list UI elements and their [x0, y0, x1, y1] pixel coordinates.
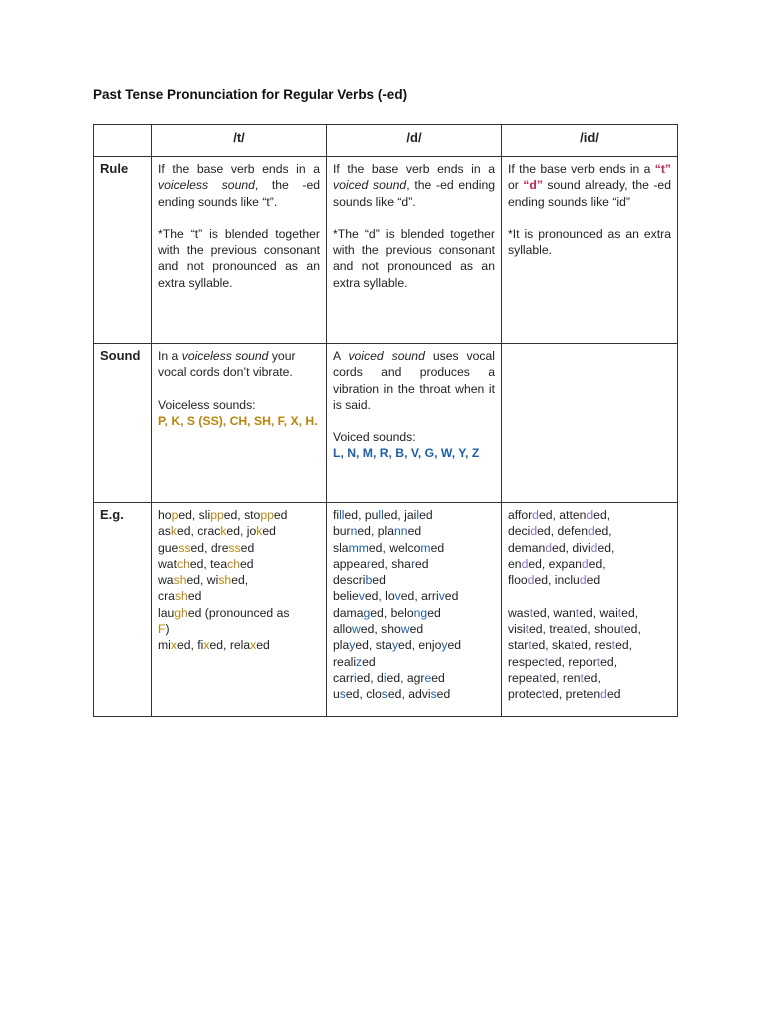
word-text: ed, — [588, 556, 606, 571]
word-text: ed — [407, 524, 422, 539]
highlight-d: mm — [348, 540, 369, 555]
word-text: ed, wai — [579, 605, 618, 620]
sound-d-cell — [327, 344, 502, 503]
highlight-t: ch — [176, 556, 190, 571]
example-line — [333, 507, 495, 523]
highlight-id: t — [620, 622, 624, 637]
rule-id-quote-d: “d” — [523, 178, 543, 193]
sound-d-text-a: A — [333, 349, 349, 363]
eg-row — [94, 503, 678, 717]
example-line — [508, 588, 671, 604]
word-text: star — [508, 638, 529, 653]
word-text: wa — [158, 573, 174, 588]
word-text: descri — [333, 573, 366, 588]
highlight-d: l — [416, 508, 420, 522]
highlight-id: t — [539, 670, 543, 685]
eg-d-list — [333, 507, 495, 703]
word-text: ed, enjo — [398, 638, 442, 653]
highlight-id: d — [530, 524, 538, 539]
word-text: ed, inclu — [534, 573, 580, 588]
word-text: deci — [508, 524, 531, 539]
word-text: ed, wi — [186, 573, 219, 588]
highlight-d: ll — [378, 508, 384, 522]
highlight-d: y — [391, 638, 399, 653]
rule-id-text-a: If the base verb ends in a — [508, 162, 655, 176]
word-text: ed, — [600, 654, 618, 669]
word-text: ed — [256, 638, 270, 653]
sound-t-text-a: In a — [158, 349, 182, 363]
highlight-id: d — [590, 540, 598, 555]
example-line — [333, 637, 495, 653]
rule-d-text-italic: voiced sound — [333, 178, 407, 193]
highlight-t: k — [170, 524, 177, 539]
example-line — [333, 556, 495, 572]
word-text: ed, clo — [345, 687, 382, 702]
word-text: was — [508, 605, 530, 620]
sound-t-text — [158, 348, 320, 381]
eg-t-list — [158, 507, 320, 654]
word-text: visi — [508, 622, 526, 637]
example-line — [508, 654, 671, 670]
highlight-t: ss — [178, 540, 191, 555]
word-text: ed, — [615, 638, 633, 653]
highlight-id: d — [545, 540, 553, 555]
word-text: fi — [333, 508, 340, 522]
word-text: allo — [333, 622, 352, 637]
highlight-d: i — [383, 670, 387, 685]
word-text: ed, tea — [189, 556, 228, 571]
word-text: ed — [362, 654, 376, 669]
word-text: ed — [262, 524, 276, 539]
word-text: ed — [415, 556, 429, 571]
word-text: ed, dre — [190, 540, 229, 555]
highlight-d: v — [358, 589, 365, 604]
highlight-d: y — [349, 638, 356, 653]
rule-label: Rule — [94, 157, 152, 344]
word-text: ed, — [231, 573, 249, 588]
highlight-id: d — [532, 508, 539, 522]
highlight-t: pp — [210, 508, 224, 522]
highlight-d: b — [365, 573, 373, 588]
highlight-t: x — [170, 638, 177, 653]
word-text: ed, jo — [226, 524, 257, 539]
highlight-d: n — [350, 524, 358, 539]
word-text: ed — [187, 589, 202, 604]
word-text: cra — [158, 589, 175, 604]
highlight-id: t — [580, 670, 584, 685]
highlight-d: w — [351, 622, 361, 637]
word-text: ed — [447, 638, 462, 653]
highlight-t: x — [203, 638, 210, 653]
highlight-d: ll — [339, 508, 345, 522]
highlight-d: z — [356, 654, 363, 669]
highlight-t: pp — [260, 508, 274, 522]
header-id: /id/ — [502, 125, 678, 157]
eg-id-list — [508, 507, 671, 703]
word-text: belie — [333, 589, 359, 604]
word-text: appea — [333, 556, 367, 571]
word-text: as — [158, 524, 171, 539]
highlight-t: k — [220, 524, 227, 539]
word-text: bur — [333, 524, 351, 539]
highlight-id: d — [586, 508, 594, 522]
highlight-d: y — [441, 638, 448, 653]
highlight-d: g — [363, 605, 371, 620]
highlight-t: sh — [174, 589, 188, 604]
highlight-d: m — [420, 540, 431, 555]
highlight-d: r — [366, 556, 371, 571]
rule-t-text — [158, 161, 320, 210]
highlight-t: sh — [218, 573, 232, 588]
sound-d-text-italic: voiced sound — [348, 349, 425, 363]
highlight-d: s — [381, 687, 388, 702]
highlight-id: d — [600, 687, 607, 702]
rule-t-cell — [152, 157, 327, 344]
rule-d-text-a: If the base verb ends in a — [333, 162, 495, 176]
word-text: ed, fi — [176, 638, 204, 653]
word-text: pla — [333, 638, 350, 653]
word-text: ed, defen — [537, 524, 588, 539]
word-text: ) — [165, 622, 170, 637]
highlight-id: t — [571, 638, 575, 653]
example-line — [508, 523, 671, 539]
word-text: ed, ren — [542, 670, 581, 685]
example-line — [508, 605, 671, 621]
example-line — [508, 621, 671, 637]
word-text: protec — [508, 687, 542, 702]
sound-id-cell — [502, 344, 678, 503]
highlight-id: t — [570, 622, 574, 637]
rule-row — [94, 157, 678, 344]
highlight-t: ss — [228, 540, 241, 555]
word-text: ed (pronounced as — [187, 605, 290, 620]
word-text: ed, sto — [223, 508, 261, 522]
eg-label: E.g. — [94, 503, 152, 717]
header-d: /d/ — [327, 125, 502, 157]
rule-d-text — [333, 161, 495, 210]
header-row — [94, 125, 678, 157]
highlight-d: s — [339, 687, 346, 702]
word-text: respec — [508, 654, 545, 669]
word-text: ed, shou — [573, 622, 621, 637]
header-corner-cell — [94, 125, 152, 157]
highlight-d: s — [430, 687, 437, 702]
example-line — [158, 556, 320, 572]
rule-t-text-b: , the -ed ending sounds like “t”. — [158, 178, 320, 209]
word-text: ed — [436, 687, 451, 702]
rule-id-cell — [502, 157, 678, 344]
word-text: ed, — [623, 622, 641, 637]
page-title: Past Tense Pronunciation for Regular Verbs (-ed) — [93, 87, 408, 102]
example-line — [508, 507, 671, 523]
example-line — [333, 523, 495, 539]
example-line — [158, 507, 320, 523]
word-text: ed — [240, 540, 255, 555]
word-text: ed, — [597, 540, 615, 555]
word-text: ed, rela — [209, 638, 251, 653]
word-text: affor — [508, 508, 533, 522]
highlight-id: d — [527, 573, 535, 588]
word-text: floo — [508, 573, 528, 588]
word-text: ed, — [593, 508, 611, 522]
word-text: carr — [333, 670, 354, 685]
example-line — [333, 670, 495, 686]
example-line — [333, 540, 495, 556]
highlight-d: i — [354, 670, 357, 685]
highlight-id: d — [579, 573, 587, 588]
highlight-id: t — [617, 605, 622, 620]
highlight-id: t — [525, 622, 529, 637]
word-text: ed — [409, 622, 424, 637]
highlight-id: d — [521, 556, 529, 571]
highlight-id: t — [611, 638, 616, 653]
word-text: ed, repor — [547, 654, 597, 669]
word-text: ed — [419, 508, 433, 522]
highlight-id: t — [528, 638, 532, 653]
word-text: ed, pla — [357, 524, 394, 539]
highlight-id: t — [575, 605, 580, 620]
rule-id-text-b: sound already, the -ed ending sounds like “id” — [508, 178, 671, 209]
highlight-id: t — [596, 654, 601, 669]
word-text: ho — [158, 508, 172, 522]
rule-d-text-b: , the -ed ending sounds like “d”. — [333, 178, 496, 209]
highlight-id: t — [541, 687, 546, 702]
word-text: ed, jai — [383, 508, 417, 522]
word-text: ed, preten — [545, 687, 601, 702]
word-text: ed, — [594, 524, 612, 539]
rule-id-or: or — [508, 178, 524, 193]
word-text: lau — [158, 605, 175, 620]
word-text: ed, — [583, 670, 601, 685]
sound-t-list: P, K, S (SS), CH, SH, F, X, H. — [158, 413, 318, 428]
word-text: ed, expan — [528, 556, 582, 571]
word-text: ed — [430, 540, 445, 555]
header-t: /t/ — [152, 125, 327, 157]
highlight-id: d — [581, 556, 589, 571]
pronunciation-table — [93, 124, 678, 717]
word-text: ed, arri — [400, 589, 439, 604]
sound-t-list-label: Voiceless sounds: — [158, 397, 256, 412]
example-line — [508, 686, 671, 702]
highlight-d: v — [438, 589, 445, 604]
highlight-id: t — [529, 605, 534, 620]
word-text: ed, trea — [529, 622, 571, 637]
word-text: ed, welco — [368, 540, 421, 555]
word-text: deman — [508, 540, 546, 555]
word-text: mi — [158, 638, 171, 653]
word-text: u — [333, 687, 340, 702]
sound-t-text-italic: voiceless sound — [181, 349, 269, 363]
word-text: ed, lo — [364, 589, 395, 604]
example-line — [333, 588, 495, 604]
highlight-d: ng — [413, 605, 428, 620]
word-text: reali — [333, 654, 357, 669]
example-line — [333, 572, 495, 588]
highlight-t: F — [158, 622, 166, 637]
word-text: ed — [606, 687, 621, 702]
sound-d-list-label: Voiced sounds: — [333, 430, 416, 445]
word-text: ed, sta — [355, 638, 392, 653]
sound-row — [94, 344, 678, 503]
highlight-t: p — [171, 508, 179, 522]
example-line — [158, 572, 320, 588]
example-line — [508, 670, 671, 686]
word-text: en — [508, 556, 522, 571]
highlight-d: w — [400, 622, 410, 637]
eg-id-cell — [502, 503, 678, 717]
example-line — [158, 540, 320, 556]
example-line — [508, 572, 671, 588]
sound-t-text-b: your vocal cords don’t vibrate. — [158, 349, 296, 380]
word-text: ed, sha — [370, 556, 411, 571]
word-text: ed — [240, 556, 254, 571]
example-line — [333, 654, 495, 670]
highlight-d: v — [394, 589, 401, 604]
sound-d-text-b: uses vocal cords and produces a vibration in the throat when it is said. — [333, 349, 496, 412]
word-text: ed, atten — [538, 508, 587, 522]
word-text: ed — [586, 573, 601, 588]
word-text: wat — [158, 556, 177, 571]
example-line — [158, 523, 320, 539]
example-line — [333, 686, 495, 702]
word-text: ed, sli — [178, 508, 211, 522]
word-text: ed, — [621, 605, 639, 620]
rule-t-note: *The “t” is blended together with the previous consonant and not pronounced as an extra syllable. — [158, 226, 320, 290]
word-text: ed — [431, 670, 445, 685]
example-line — [508, 637, 671, 653]
example-line — [158, 588, 320, 604]
word-text: ed, belo — [370, 605, 414, 620]
example-line — [333, 621, 495, 637]
word-text: ed, res — [574, 638, 612, 653]
word-text: ed — [427, 605, 441, 620]
highlight-t: gh — [174, 605, 188, 620]
word-text: ed, wan — [533, 605, 576, 620]
example-line — [158, 621, 320, 637]
highlight-t: k — [256, 524, 263, 539]
word-text: ed, crac — [176, 524, 221, 539]
eg-d-cell — [327, 503, 502, 717]
sound-label: Sound — [94, 344, 152, 503]
highlight-d: r — [410, 556, 415, 571]
word-text: ed, divi — [552, 540, 591, 555]
highlight-d: nn — [394, 524, 408, 539]
word-text: ed, ska — [531, 638, 572, 653]
highlight-d: e — [424, 670, 432, 685]
example-line — [508, 556, 671, 572]
rule-t-text-a: If the base verb ends in a — [158, 162, 320, 176]
word-text: ed, sho — [360, 622, 401, 637]
sound-t-cell — [152, 344, 327, 503]
rule-id-quote-t: “t” — [654, 162, 671, 176]
highlight-id: t — [544, 654, 548, 669]
word-text: sla — [333, 540, 349, 555]
rule-id-note: *It is pronounced as an extra syllable. — [508, 226, 671, 258]
word-text: ed, pu — [344, 508, 379, 522]
example-line — [333, 605, 495, 621]
eg-t-cell — [152, 503, 327, 717]
rule-id-text — [508, 161, 671, 210]
highlight-t: x — [250, 638, 257, 653]
example-line — [158, 637, 320, 653]
highlight-t: ch — [227, 556, 240, 571]
highlight-id: d — [587, 524, 595, 539]
highlight-t: sh — [173, 573, 187, 588]
word-text: ed, agr — [386, 670, 425, 685]
rule-d-note: *The “d” is blended together with the previous consonant and not pronounced as an extra syllable. — [333, 226, 495, 290]
word-text: ed — [372, 573, 386, 588]
word-text: ed, advi — [387, 687, 431, 702]
example-line — [158, 605, 320, 621]
word-text: ed — [444, 589, 459, 604]
example-line — [508, 540, 671, 556]
rule-t-text-italic: voiceless sound — [158, 178, 255, 193]
word-text: dama — [333, 605, 364, 620]
sound-d-text — [333, 348, 495, 413]
rule-d-cell — [327, 157, 502, 344]
sound-d-list: L, N, M, R, B, V, G, W, Y, Z — [333, 446, 480, 461]
word-text: gue — [158, 540, 179, 555]
word-text: ed, d — [356, 670, 384, 685]
word-text: repea — [508, 670, 540, 685]
word-text: ed — [273, 508, 288, 522]
